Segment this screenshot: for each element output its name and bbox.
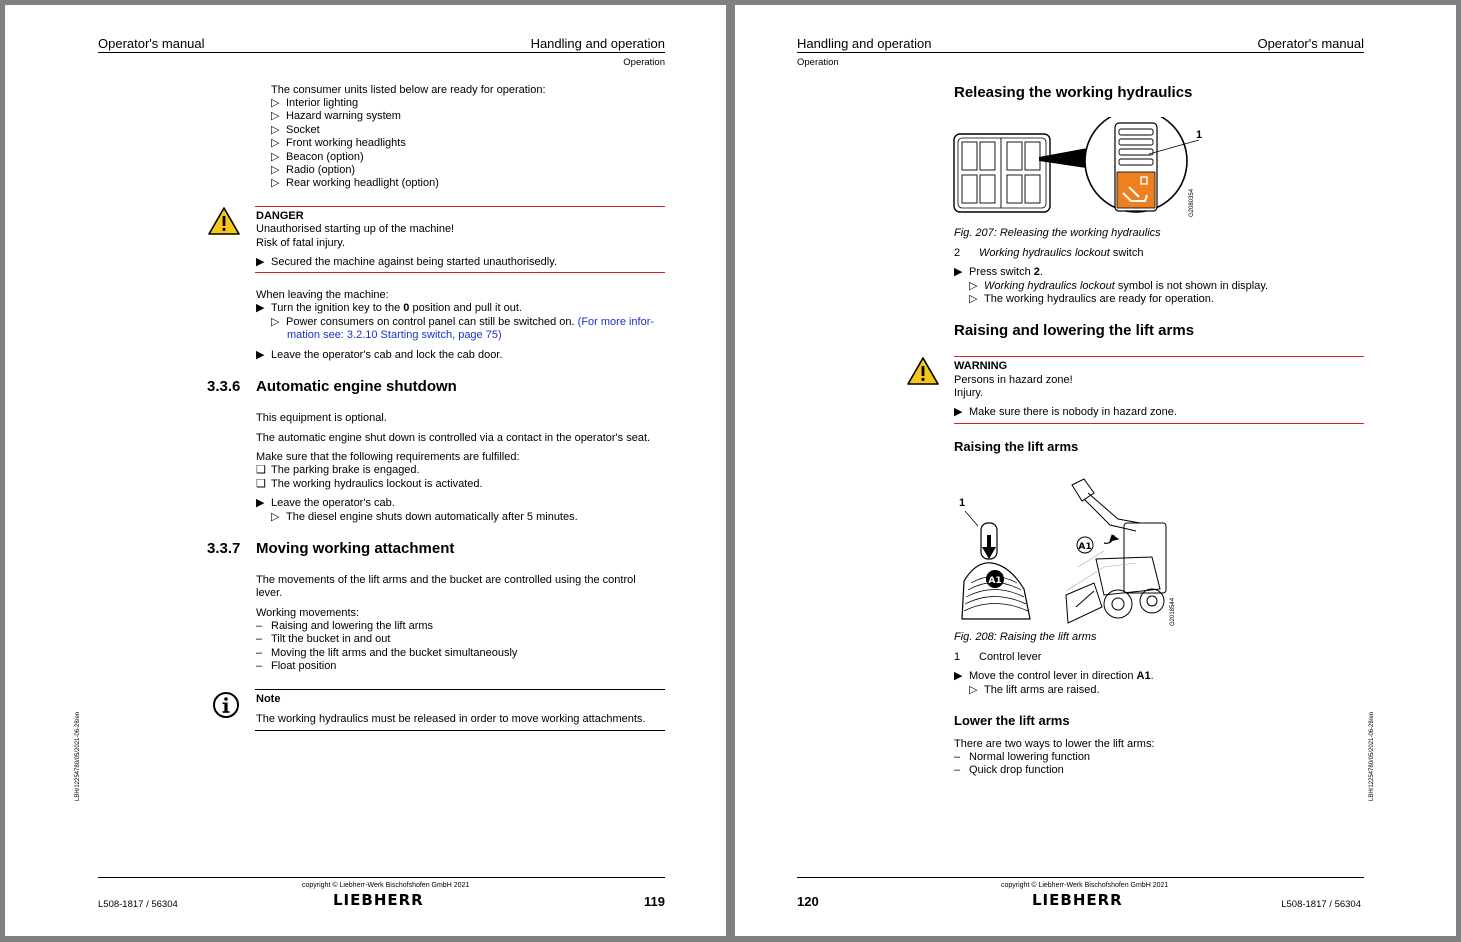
- header-left: Operator's manual: [98, 36, 205, 51]
- copyright: copyright © Liebherr-Werk Bischofshofen GmbH 2021: [302, 882, 470, 889]
- header-left: Handling and operation: [797, 36, 932, 51]
- section-title: Moving working attachment: [256, 540, 455, 557]
- figure-legend: 1 Control lever: [954, 651, 1042, 663]
- copyright: copyright © Liebherr-Werk Bischofshofen GmbH 2021: [1001, 882, 1169, 889]
- header-right: Operator's manual: [1257, 36, 1364, 51]
- list-item: ▷ Hazard warning system: [271, 110, 401, 123]
- svg-text:A1: A1: [988, 576, 1002, 586]
- note-text: The working hydraulics must be released in order to move working attachments.: [256, 713, 646, 725]
- paragraph: The automatic engine shut down is controlled via a contact in the operator's seat.: [256, 432, 651, 444]
- list-item: ▷ Interior lighting: [271, 97, 359, 109]
- header-rule: [98, 52, 665, 53]
- warning-triangle-icon: [207, 206, 241, 236]
- lower-list: [954, 751, 1090, 778]
- right-page: [735, 5, 1456, 936]
- info-icon: [212, 691, 240, 719]
- result-item: ▷ Working hydraulics lockout symbol is not shown in display.: [969, 280, 1269, 292]
- danger-line2: Risk of fatal injury.: [256, 237, 346, 249]
- paragraph: The movements of the lift arms and the bucket are controlled using the control: [256, 574, 636, 586]
- side-code: LBH/12254780/05/2021-06-28/en: [1369, 711, 1375, 801]
- page-number: 119: [644, 894, 665, 909]
- step-item: ▶ Leave the operator's cab.: [256, 497, 395, 509]
- leaving-step2: ▶ Leave the operator's cab and lock the cab door.: [256, 349, 503, 361]
- figure-callout: 1: [1196, 129, 1203, 141]
- step-item: ▶ Press switch 2.: [954, 266, 1043, 278]
- doc-number: L508-1817 / 56304: [98, 899, 178, 910]
- warning-top-rule: [954, 356, 1364, 357]
- figure-code: G2080354: [1189, 188, 1195, 217]
- footer-rule: [98, 877, 665, 878]
- header-right: Handling and operation: [530, 36, 665, 51]
- list-item: ▷ Beacon (option): [271, 150, 364, 163]
- subsection-title: Lower the lift arms: [954, 713, 1070, 728]
- header-rule: [797, 52, 1364, 53]
- leaving-intro: When leaving the machine:: [256, 289, 389, 301]
- danger-title: DANGER: [256, 210, 304, 222]
- note-bottom-rule: [255, 730, 665, 731]
- header-sub: Operation: [623, 57, 665, 68]
- warning-triangle-icon: [906, 356, 940, 386]
- warning-title: WARNING: [954, 360, 1008, 372]
- switch-panel-figure: [953, 117, 1213, 222]
- section-title: Raising and lowering the lift arms: [954, 322, 1195, 339]
- figure-legend: 2 Working hydraulics lockout switch: [954, 247, 1144, 259]
- lift-arms-figure: [954, 471, 1184, 631]
- section-number: 3.3.6: [207, 378, 241, 395]
- page-number: 120: [797, 894, 819, 909]
- warning-bottom-rule: [954, 423, 1364, 424]
- list-item: ▷ Radio (option): [271, 164, 356, 177]
- footer-rule: [797, 877, 1364, 878]
- list-item: – Float position: [256, 660, 337, 673]
- result-item: ▷ The working hydraulics are ready for operation.: [969, 293, 1214, 305]
- result-item: ▷ The diesel engine shuts down automatically after 5 minutes.: [271, 511, 578, 523]
- figure-caption: Fig. 208: Raising the lift arms: [954, 631, 1097, 643]
- list-item: ▷ Rear working headlight (option): [271, 177, 439, 190]
- figure-callout: 1: [959, 497, 966, 509]
- header-sub: Operation: [797, 57, 839, 68]
- consumer-list: [271, 97, 439, 191]
- cross-reference-link[interactable]: (For more infor-: [577, 316, 655, 328]
- list-item: ▷ Front working headlights: [271, 137, 406, 150]
- list-item: – Raising and lowering the lift arms: [256, 620, 434, 632]
- paragraph: There are two ways to lower the lift arms:: [954, 738, 1155, 750]
- paragraph: lever.: [256, 587, 283, 599]
- warning-action: ▶ Make sure there is nobody in hazard zone.: [954, 406, 1177, 418]
- note-title: Note: [256, 693, 281, 705]
- leaving-step1: ▶ Turn the ignition key to the 0 position and pull it out.: [256, 302, 522, 314]
- note-top-rule: [255, 689, 665, 690]
- warning-line1: Persons in hazard zone!: [954, 374, 1073, 386]
- paragraph: This equipment is optional.: [256, 412, 387, 424]
- doc-number: L508-1817 / 56304: [1281, 899, 1361, 910]
- step-item: ▶ Move the control lever in direction A1.: [954, 670, 1154, 682]
- leaving-result1: ▷ Power consumers on control panel can still be switched on. (For more infor-: [271, 316, 655, 328]
- consumer-intro: The consumer units listed below are ready for operation:: [271, 84, 546, 96]
- result-item: ▷ The lift arms are raised.: [969, 684, 1100, 696]
- side-code: LBH/12254780/05/2021-06-28/en: [75, 711, 81, 801]
- requirement-item: ❑ The working hydraulics lockout is activated.: [256, 478, 483, 490]
- section-number: 3.3.7: [207, 540, 241, 557]
- svg-text:A1: A1: [1078, 542, 1092, 552]
- paragraph: Working movements:: [256, 607, 360, 619]
- subsection-title: Raising the lift arms: [954, 439, 1079, 454]
- danger-action: ▶ Secured the machine against being started unauthorisedly.: [256, 256, 557, 268]
- figure-code: G2018544: [1170, 597, 1176, 626]
- liebherr-logo: LIEBHERR: [1032, 891, 1123, 909]
- list-item: – Normal lowering function: [954, 751, 1091, 763]
- list-item: ▷ Socket: [271, 123, 320, 136]
- liebherr-logo: LIEBHERR: [333, 891, 424, 909]
- requirement-item: ❑ The parking brake is engaged.: [256, 464, 420, 476]
- section-title: Releasing the working hydraulics: [954, 84, 1193, 101]
- danger-top-rule: [255, 206, 665, 207]
- left-page: [5, 5, 726, 936]
- danger-line1: Unauthorised starting up of the machine!: [256, 223, 455, 235]
- section-title: Automatic engine shutdown: [256, 378, 457, 395]
- cross-reference-link-cont[interactable]: mation see: 3.2.10 Starting switch, page 75): [287, 329, 502, 341]
- list-item: – Moving the lift arms and the bucket simultaneously: [256, 646, 518, 659]
- warning-line2: Injury.: [954, 387, 984, 399]
- figure-caption: Fig. 207: Releasing the working hydraulics: [954, 227, 1161, 239]
- paragraph: Make sure that the following requirements are fulfilled:: [256, 451, 520, 463]
- list-item: – Tilt the bucket in and out: [256, 633, 391, 646]
- list-item: – Quick drop function: [954, 764, 1064, 777]
- movement-list: [256, 620, 517, 674]
- danger-bottom-rule: [255, 272, 665, 273]
